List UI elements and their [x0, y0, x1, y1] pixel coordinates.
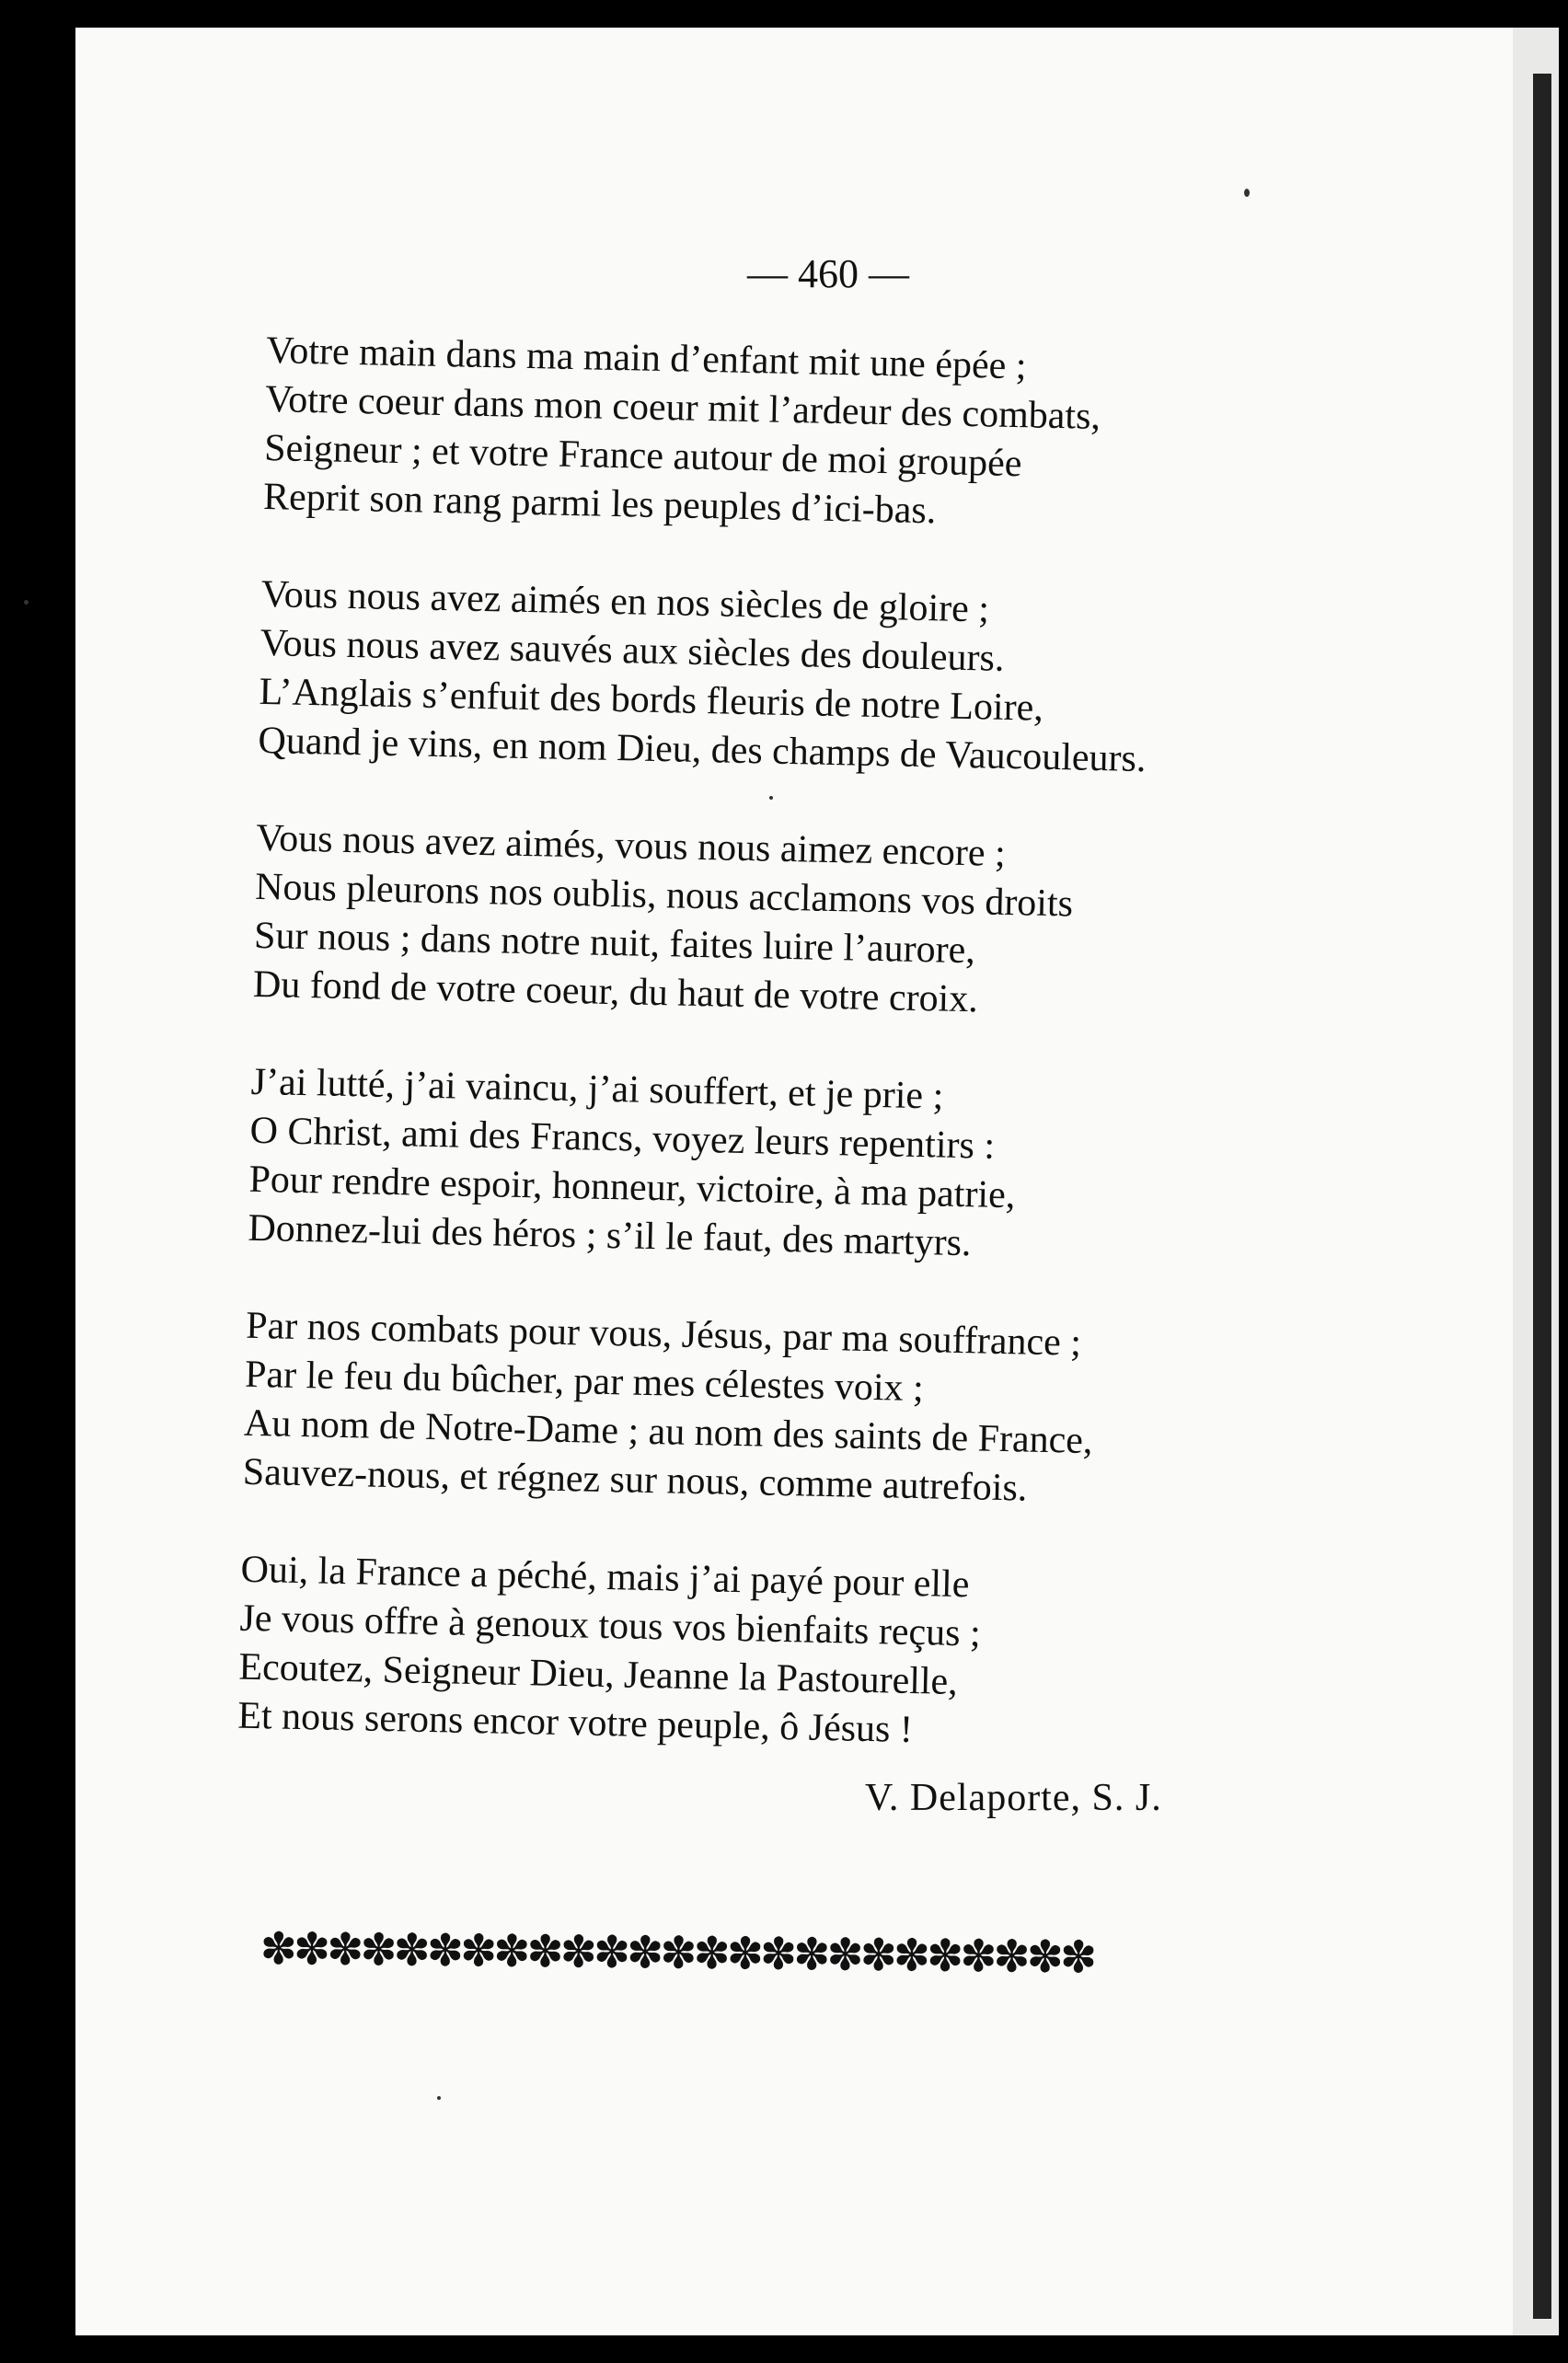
verse-line: Donnez-lui des héros ; s’il le faut, des martyrs.: [247, 1206, 972, 1265]
verse-line: Quand je vins, en nom Dieu, des champs de Vaucouleurs.: [258, 719, 1147, 781]
verse-line: Sur nous ; dans notre nuit, faites luire l’aurore,: [253, 914, 976, 973]
scan-speck: [769, 796, 773, 800]
verse-line: Je vous offre à genoux tous vos bienfaits reçus ;: [239, 1596, 982, 1655]
verse-line: Reprit son rang parmi les peuples d’ici-bas.: [262, 475, 937, 533]
verse-line: Par le feu du bûcher, par mes célestes voix ;: [244, 1353, 925, 1411]
verse-line: Oui, la France a péché, mais j’ai payé pour elle: [240, 1548, 970, 1607]
stanza: [263, 327, 1334, 544]
verse-line: Et nous serons encor votre peuple, ô Jésus !: [236, 1694, 914, 1752]
verse-line: L’Anglais s’enfuit des bords fleuris de notre Loire,: [259, 670, 1044, 730]
spine-shadow: [1533, 74, 1551, 2319]
decorative-border-ornament: ✽✽✽✽✽✽✽✽✽✽✽✽✽✽✽✽✽✽✽✽✽✽✽✽✽: [259, 1923, 1094, 1984]
scan-speck: [437, 2096, 441, 2100]
poem: [236, 327, 1334, 1812]
stanza: [252, 814, 1323, 1032]
author-signature: V. Delaporte, S. J.: [865, 1777, 1162, 1819]
scan-speck: [24, 600, 29, 605]
stanza: [242, 1302, 1313, 1519]
verse-line: O Christ, ami des Francs, voyez leurs repentirs :: [249, 1109, 996, 1168]
stanza: [237, 1546, 1309, 1763]
verse-line: Votre main dans ma main d’enfant mit une épée ;: [265, 329, 1027, 388]
verse-line: Vous nous avez aimés, vous nous aimez encore ;: [255, 816, 1007, 875]
verse-line: Sauvez-nous, et régnez sur nous, comme autrefois.: [242, 1450, 1028, 1510]
verse-line: Votre coeur dans mon coeur mit l’ardeur des combats,: [264, 377, 1101, 438]
scan-speck: [1244, 189, 1250, 197]
verse-line: Du fond de votre coeur, du haut de votre croix.: [252, 962, 979, 1021]
verse-line: Pour rendre espoir, honneur, victoire, à ma patrie,: [248, 1158, 1016, 1217]
verse-line: Ecoutez, Seigneur Dieu, Jeanne la Pastourelle,: [238, 1645, 959, 1704]
verse-line: J’ai lutté, j’ai vaincu, j’ai souffert, et je prie ;: [250, 1060, 944, 1118]
verse-line: Vous nous avez aimés en nos siècles de gloire ;: [260, 572, 990, 631]
verse-line: Vous nous avez sauvés aux siècles des douleurs.: [259, 621, 1005, 680]
page-number: — 460 —: [747, 251, 909, 296]
verse-line: Seigneur ; et votre France autour de moi groupée: [263, 426, 1022, 486]
verse-line: Par nos combats pour vous, Jésus, par ma souffrance ;: [245, 1304, 1082, 1365]
stanza: [258, 571, 1329, 788]
verse-line: Au nom de Notre-Dame ; au nom des saints de France,: [243, 1401, 1093, 1463]
verse-line: Nous pleurons nos oublis, nous acclamons vos droits: [254, 865, 1074, 926]
stanza: [248, 1058, 1319, 1275]
